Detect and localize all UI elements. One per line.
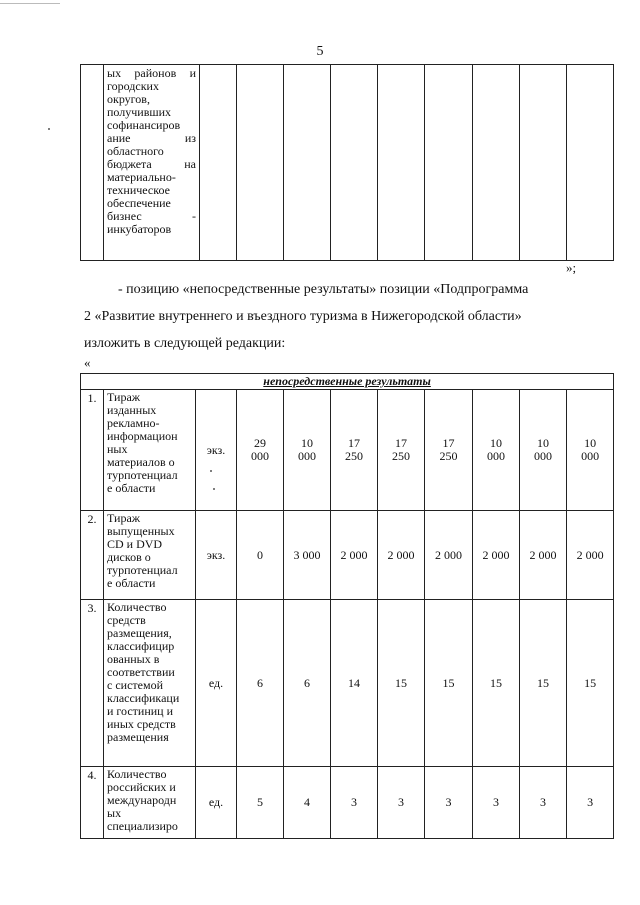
value-cell: 3 bbox=[425, 767, 473, 839]
empty-cell bbox=[567, 65, 614, 261]
value-cell: 6 bbox=[284, 600, 331, 767]
name-line: международн bbox=[107, 793, 177, 807]
empty-cell bbox=[520, 65, 567, 261]
paragraph-line-3: изложить в следующей редакции: bbox=[84, 336, 286, 351]
value-cell: 2 000 bbox=[473, 511, 520, 600]
name-line: ных bbox=[107, 442, 128, 456]
cell-line: городских bbox=[107, 79, 159, 93]
cell-line: техническое bbox=[107, 183, 170, 197]
name-line: с системой bbox=[107, 678, 163, 692]
name-line: размещения, bbox=[107, 626, 172, 640]
cell-line: ание из bbox=[107, 131, 196, 145]
value-cell: 4 bbox=[284, 767, 331, 839]
value-cell: 15 bbox=[567, 600, 614, 767]
name-line: Тираж bbox=[107, 390, 141, 404]
value-cell bbox=[567, 390, 614, 511]
value-cell: 3 bbox=[331, 767, 378, 839]
cell-line: материально- bbox=[107, 170, 176, 184]
value-line: 29 bbox=[254, 436, 266, 450]
scan-speck bbox=[213, 488, 215, 490]
indicator-name-cell bbox=[104, 65, 200, 261]
value-cell bbox=[237, 390, 284, 511]
row-index: 1. bbox=[81, 390, 104, 511]
continuation-table bbox=[80, 64, 614, 261]
table-row bbox=[81, 767, 614, 839]
name-line: выпущенных bbox=[107, 524, 175, 538]
name-line: и гостиниц и bbox=[107, 704, 174, 718]
value-cell: 3 bbox=[567, 767, 614, 839]
index-cell bbox=[81, 65, 104, 261]
name-line: классификаци bbox=[107, 691, 180, 705]
value-line: 000 bbox=[487, 449, 505, 463]
name-line: ованных в bbox=[107, 652, 160, 666]
empty-cell bbox=[284, 65, 331, 261]
cell-line: ых районов и bbox=[107, 66, 196, 80]
value-line: 250 bbox=[345, 449, 363, 463]
cell-line: инкубаторов bbox=[107, 222, 172, 236]
name-line: классифицир bbox=[107, 639, 175, 653]
name-line: турпотенциал bbox=[107, 468, 178, 482]
table-row bbox=[81, 600, 614, 767]
value-cell bbox=[425, 390, 473, 511]
name-line: рекламно- bbox=[107, 416, 160, 430]
value-line: 10 bbox=[301, 436, 313, 450]
value-cell: 15 bbox=[425, 600, 473, 767]
value-cell: 6 bbox=[237, 600, 284, 767]
name-line: информацион bbox=[107, 429, 178, 443]
name-line: дисков о bbox=[107, 550, 151, 564]
value-cell: 15 bbox=[473, 600, 520, 767]
value-cell bbox=[520, 390, 567, 511]
indicator-name bbox=[104, 390, 196, 511]
value-cell: 15 bbox=[378, 600, 425, 767]
name-line: Тираж bbox=[107, 511, 141, 525]
value-line: 17 bbox=[348, 436, 360, 450]
results-table bbox=[80, 373, 614, 839]
value-cell: 3 bbox=[473, 767, 520, 839]
row-index: 2. bbox=[81, 511, 104, 600]
unit-cell: ед. bbox=[196, 767, 237, 839]
cell-line: обеспечение bbox=[107, 196, 171, 210]
value-cell: 3 bbox=[520, 767, 567, 839]
name-line: специализиро bbox=[107, 819, 178, 833]
empty-cell bbox=[237, 65, 284, 261]
value-cell: 15 bbox=[520, 600, 567, 767]
value-cell bbox=[378, 390, 425, 511]
value-line: 250 bbox=[392, 449, 410, 463]
value-cell: 3 bbox=[378, 767, 425, 839]
name-line: CD и DVD bbox=[107, 537, 163, 551]
scan-edge-mark bbox=[0, 0, 60, 4]
empty-cell bbox=[473, 65, 520, 261]
value-cell: 2 000 bbox=[520, 511, 567, 600]
value-line: 000 bbox=[251, 449, 269, 463]
name-line: материалов о bbox=[107, 455, 175, 469]
value-line: 17 bbox=[442, 436, 455, 450]
indicator-name bbox=[104, 600, 196, 767]
name-line: Количество bbox=[107, 600, 167, 614]
table-row bbox=[81, 390, 614, 511]
name-line: изданных bbox=[107, 403, 157, 417]
cell-line: округов, bbox=[107, 92, 150, 106]
cell-line: бюджета на bbox=[107, 157, 196, 171]
name-line: соответствии bbox=[107, 665, 175, 679]
value-cell: 2 000 bbox=[331, 511, 378, 600]
value-cell bbox=[284, 390, 331, 511]
name-line: е области bbox=[107, 576, 156, 590]
value-cell: 0 bbox=[237, 511, 284, 600]
value-line: 250 bbox=[439, 449, 458, 463]
empty-cell bbox=[200, 65, 237, 261]
indicator-name bbox=[104, 767, 196, 839]
paragraph-line-1: - позицию «непосредственные результаты» позиции «Подпрограмма bbox=[118, 282, 529, 297]
value-cell bbox=[331, 390, 378, 511]
name-line: ых bbox=[107, 806, 122, 820]
empty-cell bbox=[331, 65, 378, 261]
name-line: е области bbox=[107, 481, 156, 495]
value-line: 10 bbox=[584, 436, 597, 450]
name-line: российских и bbox=[107, 780, 176, 794]
indicator-name bbox=[104, 511, 196, 600]
opening-quote-mark: « bbox=[84, 355, 91, 370]
cell-line: софинансиров bbox=[107, 118, 181, 132]
scan-speck bbox=[210, 470, 212, 472]
value-cell: 2 000 bbox=[567, 511, 614, 600]
page-number: 5 bbox=[316, 44, 324, 59]
name-line: Количество bbox=[107, 767, 167, 781]
name-line: турпотенциал bbox=[107, 563, 178, 577]
value-line: 000 bbox=[298, 449, 316, 463]
paragraph-line-2: 2 «Развитие внутреннего и въездного туризма в Нижегородской области» bbox=[84, 309, 522, 324]
table-row bbox=[81, 65, 614, 261]
value-line: 10 bbox=[490, 436, 502, 450]
value-line: 10 bbox=[537, 436, 549, 450]
value-cell: 3 000 bbox=[284, 511, 331, 600]
row-index: 3. bbox=[81, 600, 104, 767]
name-line: средств bbox=[107, 613, 146, 627]
value-cell: 2 000 bbox=[378, 511, 425, 600]
closing-quote-mark: »; bbox=[566, 260, 577, 275]
unit-cell: ед. bbox=[196, 600, 237, 767]
value-line: 17 bbox=[395, 436, 407, 450]
cell-line: получивших bbox=[107, 105, 172, 119]
table-row bbox=[81, 511, 614, 600]
name-line: иных средств bbox=[107, 717, 176, 731]
empty-cell bbox=[378, 65, 425, 261]
cell-line: бизнес - bbox=[107, 209, 196, 223]
unit-cell: экз. bbox=[196, 511, 237, 600]
cell-line: областного bbox=[107, 144, 164, 158]
value-line: 000 bbox=[534, 449, 552, 463]
scan-speck bbox=[48, 128, 50, 130]
value-line: 000 bbox=[581, 449, 600, 463]
section-header: непосредственные результаты bbox=[81, 374, 614, 390]
name-line: размещения bbox=[107, 730, 169, 744]
value-cell: 5 bbox=[237, 767, 284, 839]
empty-cell bbox=[425, 65, 473, 261]
unit-cell: экз. bbox=[196, 390, 237, 511]
value-cell bbox=[473, 390, 520, 511]
value-cell: 14 bbox=[331, 600, 378, 767]
table-header-row bbox=[81, 374, 614, 390]
value-cell: 2 000 bbox=[425, 511, 473, 600]
row-index: 4. bbox=[81, 767, 104, 839]
